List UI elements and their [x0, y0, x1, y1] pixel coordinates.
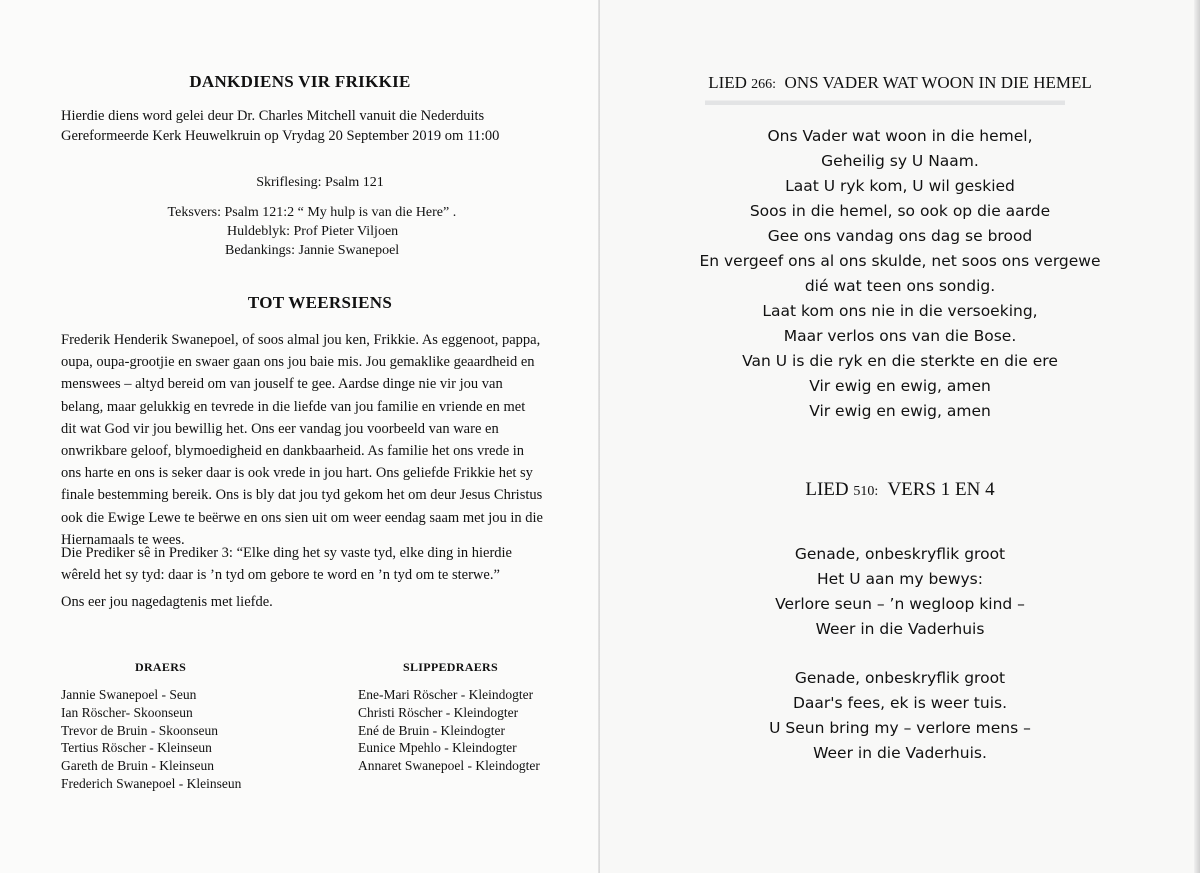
farewell-line: finale bestemming bereik. Ons is bly dat jou tyd gekom het om deur Jesus Christus — [61, 487, 543, 504]
farewell-text — [61, 329, 561, 551]
service-title: DANKDIENS VIR FRIKKIE — [189, 72, 411, 91]
list-item: Ian Röscher- Skoonseun — [61, 704, 193, 720]
program-label: Huldeblyk: — [227, 224, 290, 239]
program-value: Jannie Swanepoel — [298, 243, 400, 258]
list-item: Eunice Mpehlo - Kleindogter — [358, 740, 517, 756]
farewell-line: oupa, oupa-grootjie en swaer gaan ons jou baie mis. Jou gemaklike geaardheid en — [61, 354, 535, 371]
hymn-title — [600, 73, 1200, 93]
farewell-title: TOT WEERSIENS — [247, 293, 393, 312]
lyric-line: Geheilig sy U Naam. — [821, 152, 979, 170]
service-intro — [61, 106, 561, 146]
hymn-number: 266: — [751, 77, 777, 92]
lyric-line: Ons Vader wat woon in die hemel, — [767, 127, 1033, 145]
service-program — [155, 203, 456, 260]
lyric-line: Vir ewig en ewig, amen — [809, 377, 991, 395]
intro-line: Gereformeerde Kerk Heuwelkruin op Vrydag 20 September 2019 om 11:00 — [61, 128, 500, 144]
lyric-line: Genade, onbeskryflik groot — [794, 669, 1006, 687]
scripture-reading: Skriflesing: Psalm 121 — [256, 175, 384, 190]
page-edge — [1194, 0, 1200, 873]
farewell-line: Hiernamaals te wees. — [61, 531, 185, 548]
hymn-prefix: LIED — [708, 73, 747, 92]
hymn-title — [600, 479, 1200, 501]
lyric-line: U Seun bring my – verlore mens – — [769, 719, 1031, 737]
list-item: Trevor de Bruin - Skoonseun — [61, 722, 218, 738]
closing-line: Ons eer jou nagedagtenis met liefde. — [61, 594, 273, 610]
lyric-line: Maar verlos ons van die Bose. — [783, 327, 1017, 345]
lyric-line: Van U is die ryk en die sterkte en die ere — [742, 352, 1058, 370]
list-item: Ené de Bruin - Kleindogter — [358, 722, 505, 738]
list-item: Christi Röscher - Kleindogter — [358, 704, 519, 720]
list-item: Jannie Swanepoel - Seun — [61, 687, 197, 702]
lords-prayer-lyrics — [600, 124, 1200, 424]
hymn-verse-4 — [600, 666, 1200, 766]
farewell-line: ook die Ewige Lewe te beërwe en ons sien uit om weer eendag saam met jou in die — [61, 509, 543, 526]
quote-line: wêreld het sy tyd: daar is ’n tyd om gebore te word en ’n tyd om te sterwe.” — [61, 567, 500, 583]
farewell-line: ons harte en ons is seker daar is ook vrede in jou hart. Ons geliefde Frikkie het sy — [61, 465, 533, 482]
program-row — [155, 222, 456, 241]
list-item: Tertius Röscher - Kleinseun — [61, 740, 212, 756]
hymn-verse-1 — [600, 542, 1200, 642]
program-label: Teksvers: — [167, 205, 221, 220]
honorary-bearers-list — [358, 686, 540, 775]
lyric-line: Het U aan my bewys: — [817, 570, 983, 588]
right-page — [600, 0, 1200, 873]
lyric-line: Daar's fees, ek is weer tuis. — [792, 694, 1008, 712]
lyric-line: Vir ewig en ewig, amen — [809, 402, 991, 420]
hymn-name: VERS 1 EN 4 — [887, 479, 995, 500]
farewell-line: menswees – altyd bereid om van jouself te gee. Aardse dinge nie vir jou van — [61, 376, 503, 393]
list-item: Annaret Swanepoel - Kleindogter — [358, 758, 540, 774]
lyric-line: Genade, onbeskryflik groot — [794, 545, 1006, 563]
lyric-line: Soos in die hemel, so ook op die aarde — [749, 202, 1051, 220]
lyric-line: Weer in die Vaderhuis. — [813, 744, 987, 762]
program-value: Prof Pieter Viljoen — [293, 224, 399, 239]
list-item: Ene-Mari Röscher - Kleindogter — [358, 687, 534, 702]
list-item: Frederich Swanepoel - Kleinseun — [61, 775, 242, 791]
pallbearers-list — [61, 686, 241, 793]
program-label: Bedankings: — [225, 243, 295, 258]
farewell-line: Frederik Henderik Swanepoel, of soos almal jou ken, Frikkie. As eggenoot, pappa, — [61, 332, 541, 348]
quote-line: Die Prediker sê in Prediker 3: “Elke ding het sy vaste tyd, elke ding in hierdie — [61, 545, 512, 561]
program-value: Psalm 121:2 “ My hulp is van die Here” . — [224, 205, 457, 220]
lyric-line: Verlore seun – ’n wegloop kind – — [775, 595, 1025, 613]
list-item: Gareth de Bruin - Kleinseun — [61, 758, 214, 774]
program-row — [155, 241, 456, 260]
pallbearers-heading: DRAERS — [135, 660, 187, 674]
lyric-line: En vergeef ons al ons skulde, net soos ons vergewe — [699, 252, 1101, 270]
farewell-line: dit wat God vir jou bewillig het. Ons eer vandag jou voorbeeld van ware en — [61, 420, 499, 437]
hymn-name: ONS VADER WAT WOON IN DIE HEMEL — [784, 73, 1092, 92]
show-through-shape: ▬▬▬▬▬▬▬▬▬▬▬▬▬▬▬▬▬▬▬▬▬▬▬▬ — [705, 92, 1065, 109]
lyric-line: dié wat teen ons sondig. — [804, 277, 996, 295]
lyric-line: Laat kom ons nie in die versoeking, — [762, 302, 1038, 320]
hymn-number: 510: — [853, 484, 879, 499]
farewell-line: onwrikbare geloof, blymoedigheid en dankbaarheid. As familie het ons vrede in — [61, 443, 525, 460]
program-row — [155, 203, 456, 222]
farewell-line: belang, maar gelukkig en tevrede in die liefde van jou familie en vriende en met — [61, 398, 526, 415]
honorary-bearers-heading: SLIPPEDRAERS — [403, 660, 498, 674]
lyric-line: Laat U ryk kom, U wil geskied — [785, 177, 1015, 195]
lyric-line: Weer in die Vaderhuis — [815, 620, 985, 638]
hymn-prefix: LIED — [805, 479, 849, 500]
ecclesiastes-quote — [61, 542, 561, 586]
lyric-line: Gee ons vandag ons dag se brood — [767, 227, 1033, 245]
intro-line: Hierdie diens word gelei deur Dr. Charles Mitchell vanuit die Nederduits — [61, 108, 485, 124]
